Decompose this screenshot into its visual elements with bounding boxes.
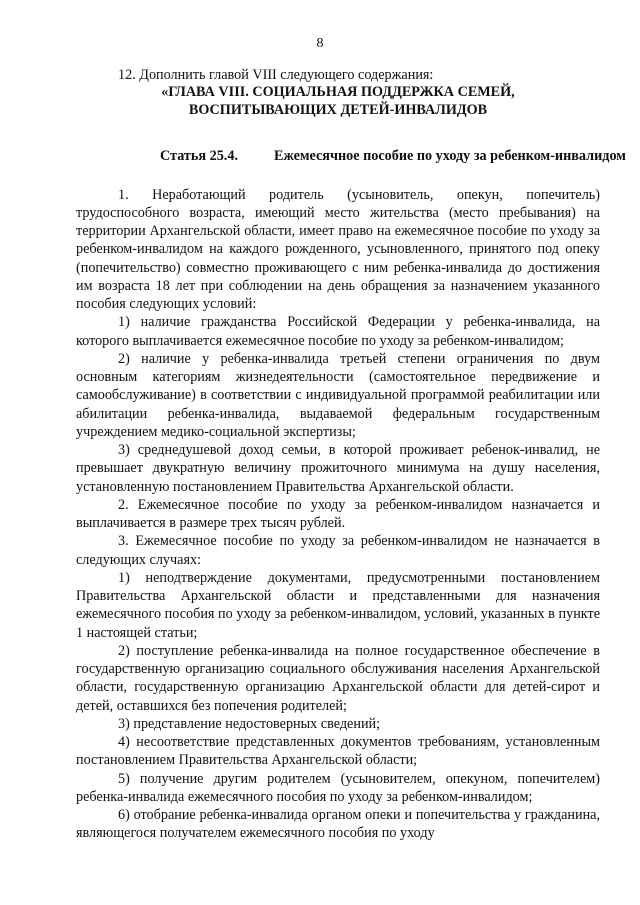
paragraph-1-3: 3) среднедушевой доход семьи, в которой проживает ребенок-инвалид, не превышает двукратную величину прожиточного минимума на душу населения, установленную постановлением Правительства Архангельской области. (76, 442, 600, 495)
article-title: Ежемесячное пособие по уходу за ребенком-инвалидом (274, 148, 626, 165)
paragraph-3-6: 6) отобрание ребенка-инвалида органом опеки и попечительства у гражданина, являющегося получателем ежемесячного пособия по уходу (76, 807, 600, 842)
article-number: Статья 25.4. (160, 148, 238, 165)
paragraph-1-1: 1) наличие гражданства Российской Федерации у ребенка-инвалида, на которого выплачивается ежемесячное пособие по уходу за ребенком-инвалидом; (76, 314, 600, 349)
paragraph-3-2: 2) поступление ребенка-инвалида на полное государственное обеспечение в государственную организацию социального обслуживания населения Архангельской области, государственную организацию Архангельской области для детей-сирот и детей, оставшихся без попечения родителей; (76, 642, 600, 714)
paragraph-3-5: 5) получение другим родителем (усыновителем, опекуном, попечителем) ребенка-инвалида ежемесячного пособия по уходу за ребенком-инвалидом; (76, 770, 600, 805)
paragraph-1-2: 2) наличие у ребенка-инвалида третьей степени ограничения по двум основным категориям жизнедеятельности (самостоятельное передвижение и самообслуживание) в соответствии с индивидуальной программой реабилитации или абилитации ребенка-инвалида, выдаваемой федеральным государственным учреждением медико-социальной экспертизы; (76, 350, 600, 440)
paragraph-2: 2. Ежемесячное пособие по уходу за ребенком-инвалидом назначается и выплачивается в размере трех тысяч рублей. (76, 496, 600, 531)
paragraph-3-1: 1) неподтверждение документами, предусмотренными постановлением Правительства Архангельской области и представленными для назначения ежемесячного пособия по уходу за ребенком-инвалидом, условий, указанных в пункте 1 настоящей статьи; (76, 569, 600, 641)
chapter-title-line-1: «ГЛАВА VIII. СОЦИАЛЬНАЯ ПОДДЕРЖКА СЕМЕЙ, (161, 84, 515, 101)
amendment-intro: 12. Дополнить главой VIII следующего содержания: (118, 67, 434, 83)
paragraph-3-4: 4) несоответствие представленных документов требованиям, установленным постановлением Правительства Архангельской области; (76, 734, 600, 769)
paragraph-3-3: 3) представление недостоверных сведений; (118, 715, 381, 732)
paragraph-3: 3. Ежемесячное пособие по уходу за ребенком-инвалидом не назначается в следующих случаях: (76, 533, 600, 568)
document-body (76, 66, 626, 843)
chapter-title-line-2: ВОСПИТЫВАЮЩИХ ДЕТЕЙ-ИНВАЛИДОВ (188, 101, 488, 118)
page-number: 8 (316, 36, 324, 51)
article-heading (76, 147, 626, 165)
chapter-title (76, 84, 600, 119)
paragraph-1: 1. Неработающий родитель (усыновитель, опекун, попечитель) трудоспособного возраста, имеющий место жительства (место пребывания) на территории Архангельской области, имеет право на ежемесячное пособие по уходу за ребенком-инвалидом на каждого рожденного, усыновленного, принятого под опеку (попечительство) совместно проживающего с ним ребенка-инвалида до достижения им возраста 18 лет при соблюдении на день обращения за назначением указанного пособия следующих условий: (76, 186, 600, 312)
